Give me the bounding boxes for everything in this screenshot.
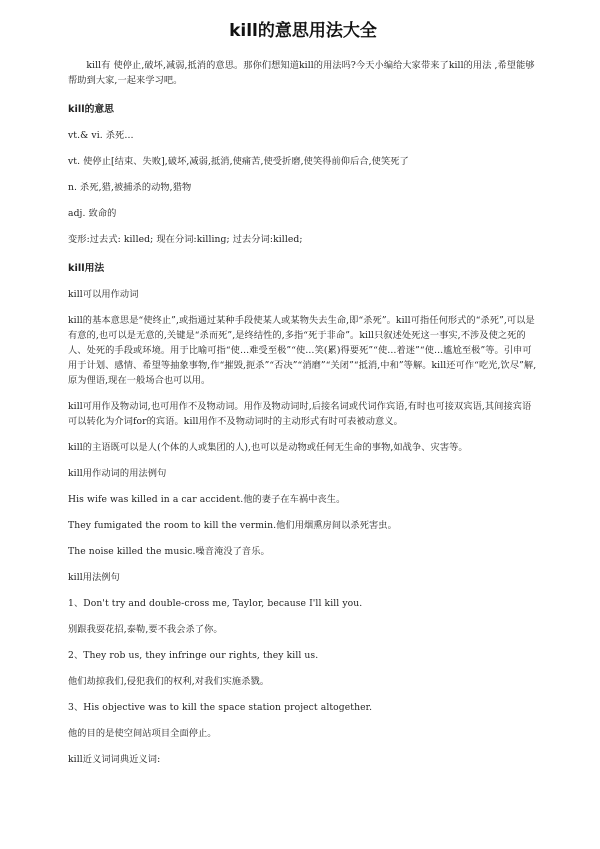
usage-heading: kill用法 [68,263,105,274]
meaning-item: n. 杀死,猎,被捕杀的动物,猎物 [68,182,192,193]
synonyms-heading: kill近义词词典近义词: [68,754,161,765]
meaning-item: vt.& vi. 杀死… [68,130,134,141]
verb-examples-heading: kill用作动词的用法例句 [68,468,167,479]
meaning-heading: kill的意思 [68,104,114,115]
verb-example: His wife was killed in a car accident.他的妻子在车祸中丧生。 [68,494,346,505]
meaning-item: vt. 使停止[结束、失败],破坏,减弱,抵消,使痛苦,使受折磨,使笑得前仰后合,使笑死了 [68,156,409,167]
usage-paragraph: kill的主语既可以是人(个体的人或集团的人),也可以是动物或任何无生命的事物,如战争、灾害等。 [68,442,468,453]
word-forms: 变形:过去式: killed; 现在分词:killing; 过去分词:killed; [68,234,303,245]
intro-paragraph: kill有 使停止,破坏,减弱,抵消的意思。那你们想知道kill的用法吗?今天小编给大家带来了kill的用法 ,希望能够帮助到大家,一起来学习吧。 [68,60,535,86]
meaning-item: adj. 致命的 [68,208,117,219]
example-english: 1、Don't try and double-cross me, Taylor, because I'll kill you. [68,598,363,609]
usage-subheading: kill可以用作动词 [68,289,139,300]
verb-example: They fumigated the room to kill the vermin.他们用烟熏房间以杀死害虫。 [68,520,397,531]
example-chinese: 他们劫掠我们,侵犯我们的权利,对我们实施杀戮。 [68,676,270,687]
usage-paragraph: kill的基本意思是“使终止”,或指通过某种手段使某人或某物失去生命,即“杀死”。kill可指任何形式的“杀死”,可以是有意的,也可以是无意的,关键是“杀而死”,是终结性的,多指“死于非命”。kill只叙述处死这一事实,不涉及使之死的人、处死的手段或环境。用于比喻可指“使…难受至极”“使…笑(累)得要死”“使…着迷”“使…尴尬至极”等。引申可用于计划、感情、希望等抽象事物,作“摧毁,扼杀”“否决”“消磨”“关闭”“抵消,中和”等解。kill还可作“吃光,饮尽”解,原为俚语,现在一般场合也可以用。 [68,315,537,386]
verb-example: The noise killed the music.噪音淹没了音乐。 [68,546,270,557]
example-chinese: 别跟我耍花招,泰勒,要不我会杀了你。 [68,624,223,635]
page-title: kill的意思用法大全 [229,21,377,41]
usage-paragraph: kill可用作及物动词,也可用作不及物动词。用作及物动词时,后接名词或代词作宾语,有时也可接双宾语,其间接宾语可以转化为介词for的宾语。kill用作不及物动词时的主动形式有时可表被动意义。 [68,401,532,427]
example-english: 3、His objective was to kill the space station project altogether. [68,702,373,713]
example-english: 2、They rob us, they infringe our rights, they kill us. [68,650,319,661]
examples-heading: kill用法例句 [68,572,120,583]
example-chinese: 他的目的是使空间站项目全面停止。 [68,728,217,739]
